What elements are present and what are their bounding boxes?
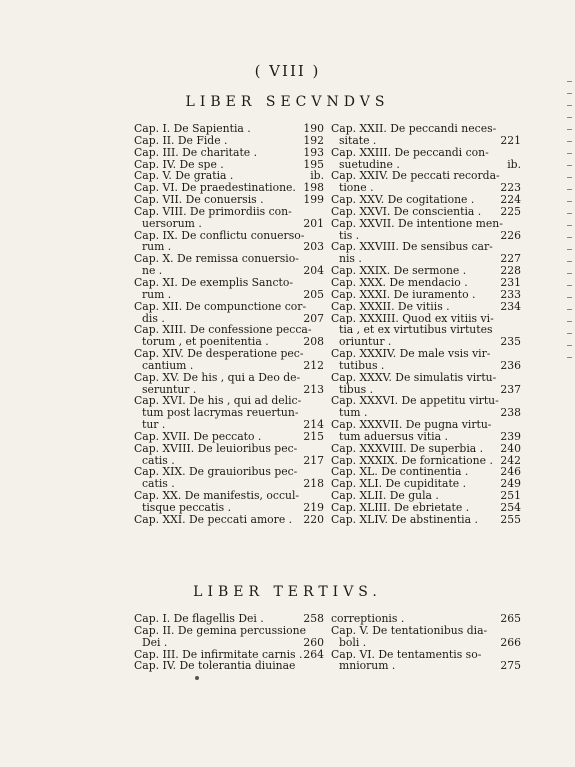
toc-page-number: 228 (500, 264, 521, 278)
toc-page-number: 195 (303, 157, 324, 171)
toc-page-number: 266 (500, 635, 521, 649)
toc-entry (331, 206, 521, 218)
toc-entry-line: cantium . (142, 359, 194, 372)
toc-entry-line: Cap. I. De Sapientia . (134, 123, 251, 135)
toc-entry-line: Cap. XXIX. De sermone . (331, 265, 467, 277)
toc-entry (331, 372, 521, 396)
toc-entry-line: Cap. V. De gratia . (134, 170, 234, 183)
toc-entry-line: Cap. XXXIX. De fornicatione . (331, 454, 493, 467)
toc-entry (134, 253, 324, 277)
toc-entry-line: suetudine . (339, 158, 400, 171)
toc-entry-line: Cap. VIII. De primordiis con- (134, 205, 292, 218)
toc-entry-line: rum . (142, 288, 172, 301)
toc-entry (331, 419, 521, 443)
book2-right-column (331, 123, 521, 526)
toc-page-number: 199 (303, 193, 324, 207)
toc-entry (331, 218, 521, 242)
toc-page-number: 225 (500, 204, 521, 218)
toc-entry-line: catis . (142, 454, 175, 467)
toc-entry (134, 514, 324, 526)
toc-page-number: 223 (500, 181, 521, 195)
toc-page-number: 246 (500, 465, 521, 479)
toc-entry (331, 478, 521, 490)
book2-left-column (134, 123, 324, 526)
toc-entry-line: oriuntur . (339, 336, 392, 349)
toc-entry-line: Cap. III. De infirmitate carnis . (134, 648, 303, 661)
adjacent-page-edge (563, 70, 575, 550)
toc-entry-line: tis . (339, 229, 360, 242)
toc-page-number: 275 (500, 659, 521, 673)
toc-page-number: 236 (500, 358, 521, 372)
toc-page-number: 227 (500, 252, 521, 266)
toc-entry-line: Cap. XXIII. De peccandi con- (331, 146, 489, 159)
toc-page-number: 235 (500, 335, 521, 349)
toc-entry-line: Cap. XX. De manifestis, occul- (134, 490, 300, 502)
toc-page-number: 255 (500, 512, 521, 526)
toc-entry (331, 277, 521, 289)
toc-page-number: 219 (303, 501, 324, 514)
toc-entry (134, 348, 324, 372)
toc-entry-line: Cap. XII. De compunctione cor- (134, 300, 307, 313)
toc-entry-line: tum aduersus vitia . (339, 430, 448, 443)
toc-entry (331, 514, 521, 526)
toc-entry-line: Cap. XLIV. De abstinentia . (331, 513, 478, 526)
toc-entry-line: Cap. XXXIII. Quod ex vitiis vi- (331, 312, 494, 325)
toc-entry-line: Cap. VI. De tentamentis so- (331, 648, 482, 661)
toc-entry-line: Cap. I. De flagellis Dei . (134, 613, 264, 625)
toc-entry (331, 455, 521, 467)
toc-entry (331, 625, 521, 649)
toc-page-number: 201 (303, 216, 324, 230)
toc-entry-line: Cap. X. De remissa conuersio- (134, 253, 299, 266)
toc-entry-line: Cap. XXXII. De vitiis . (331, 300, 450, 313)
toc-entry-line: Cap. XVII. De peccato . (134, 430, 262, 443)
toc-entry-line: Cap. XXII. De peccandi neces- (331, 123, 497, 135)
toc-entry (331, 348, 521, 372)
toc-entry-line: Cap. IX. De conflictu conuerso- (134, 229, 305, 242)
toc-entry-line: Cap. V. De tentationibus dia- (331, 624, 488, 637)
toc-entry-line: Cap. XXXVII. De pugna virtu- (331, 419, 492, 431)
toc-page-number: 258 (303, 612, 324, 625)
toc-entry (134, 490, 324, 514)
toc-page-number: 214 (303, 418, 324, 432)
toc-entry-line: tione . (339, 182, 374, 195)
book3-right-column (331, 613, 521, 672)
toc-page-number: 238 (500, 406, 521, 420)
toc-page-number: 264 (303, 647, 324, 661)
toc-entry-line: mniorum . (339, 660, 396, 673)
toc-entry (134, 147, 324, 159)
toc-entry-line: Cap. III. De charitate . (134, 146, 258, 159)
toc-entry-line: Cap. XXVIII. De sensibus car- (331, 241, 493, 254)
toc-entry-line: Cap. XVIII. De leuioribus pec- (134, 442, 298, 455)
toc-entry-line: seruntur . (142, 383, 197, 396)
toc-entry-line: Cap. IV. De spe . (134, 158, 224, 171)
toc-entry (331, 649, 521, 673)
toc-entry-line: Cap. XIX. De grauioribus pec- (134, 466, 298, 479)
toc-entry (134, 431, 324, 443)
toc-entry-line: Cap. II. De Fide . (134, 134, 228, 147)
toc-entry-line: tutibus . (339, 359, 385, 372)
toc-entry-line: Cap. XXXV. De simulatis virtu- (331, 371, 497, 384)
toc-entry (331, 313, 521, 349)
toc-page-number: 260 (303, 635, 324, 649)
toc-entry-line: tum post lacrymas reuertun- (142, 407, 299, 420)
toc-entry-line: sitate . (339, 134, 377, 147)
toc-entry (134, 123, 324, 135)
toc-entry-line: tisque peccatis . (142, 502, 232, 514)
toc-entry (134, 395, 324, 431)
toc-entry (331, 241, 521, 265)
toc-entry-line: torum , et poenitentia . (142, 336, 269, 349)
toc-entry (134, 182, 324, 194)
toc-page-number: 242 (500, 453, 521, 467)
ink-spot (195, 676, 199, 680)
toc-entry (331, 613, 521, 625)
toc-entry-line: Cap. XXX. De mendacio . (331, 276, 468, 289)
toc-entry-line: Cap. XLI. De cupiditate . (331, 478, 467, 491)
toc-entry-line: catis . (142, 478, 175, 491)
toc-entry-line: Cap. XXXIV. De male vsis vir- (331, 348, 491, 360)
toc-page-number: 198 (303, 181, 324, 195)
toc-entry-line: tur . (142, 419, 166, 431)
toc-page-number: 221 (500, 133, 521, 147)
toc-page-number: 215 (303, 429, 324, 443)
toc-entry-line: nis . (339, 253, 362, 266)
toc-page-number: 204 (303, 264, 324, 278)
toc-entry-line: Dei . (142, 636, 168, 649)
toc-page-number: 237 (500, 382, 521, 396)
toc-entry-line: Cap. XXVII. De intentione men- (331, 217, 503, 230)
toc-page-number: 207 (303, 311, 324, 325)
toc-entry-line: Cap. XXV. De cogitatione . (331, 194, 475, 206)
toc-entry-line: ne . (142, 265, 163, 277)
toc-entry (134, 613, 324, 625)
toc-entry (331, 170, 521, 194)
toc-entry (331, 395, 521, 419)
toc-page-number: 218 (303, 477, 324, 491)
toc-entry-line: Cap. XL. De continentia . (331, 466, 469, 479)
toc-entry (134, 660, 324, 672)
toc-entry-line: Cap. XIV. De desperatione pec- (134, 348, 304, 360)
toc-entry-line: tibus . (339, 383, 374, 396)
toc-entry (331, 443, 521, 455)
toc-entry-line: dis . (142, 312, 165, 325)
toc-entry-line: Cap. VI. De praedestinatione. (134, 182, 296, 195)
toc-entry-line: tia , et ex virtutibus virtutes (339, 324, 493, 337)
toc-entry (331, 301, 521, 313)
toc-entry (134, 443, 324, 467)
toc-page-number: 265 (500, 612, 521, 625)
toc-page-number: ib. (507, 157, 521, 171)
toc-entry (331, 490, 521, 502)
book3-left-column (134, 613, 324, 672)
toc-entry (134, 625, 324, 649)
toc-page-number: 213 (303, 382, 324, 396)
toc-entry-line: Cap. IV. De tolerantia diuinae (134, 660, 296, 673)
toc-entry-line: Cap. XIII. De confessione pecca- (134, 324, 312, 337)
toc-entry (331, 123, 521, 147)
toc-page-number: 190 (303, 122, 324, 135)
toc-entry (134, 170, 324, 182)
toc-page-number: 192 (303, 133, 324, 147)
toc-entry (134, 206, 324, 230)
toc-page-number: 217 (303, 453, 324, 467)
toc-page-number: 249 (500, 477, 521, 491)
toc-entry-line: tum . (339, 407, 368, 420)
toc-entry (134, 277, 324, 301)
toc-page-number: 234 (500, 299, 521, 313)
toc-entry-line: Cap. XXVI. De conscientia . (331, 205, 482, 218)
toc-entry (331, 194, 521, 206)
toc-entry (331, 265, 521, 277)
toc-entry (134, 466, 324, 490)
toc-entry-line: Cap. XXI. De peccati amore . (134, 513, 293, 526)
toc-entry (331, 289, 521, 301)
toc-entry (134, 372, 324, 396)
toc-entry-line: boli . (339, 636, 367, 649)
toc-entry (331, 502, 521, 514)
toc-entry-line: rum . (142, 241, 172, 254)
toc-page-number: 193 (303, 145, 324, 159)
toc-page-number: 208 (303, 335, 324, 349)
toc-page-number: 212 (303, 358, 324, 372)
toc-page-number: 240 (500, 441, 521, 455)
toc-entry (134, 135, 324, 147)
book3-heading: LIBER TERTIVS. (193, 584, 382, 600)
toc-page-number: 254 (500, 501, 521, 514)
toc-entry (134, 301, 324, 325)
book2-heading: LIBER SECVNDVS (185, 94, 390, 110)
toc-entry-line: Cap. II. De gemina percussione (134, 624, 307, 637)
toc-page-number: 239 (500, 429, 521, 443)
toc-page-number: 220 (303, 512, 324, 526)
toc-entry-line: Cap. XXIV. De peccati recorda- (331, 170, 500, 183)
toc-page-number: 251 (500, 489, 521, 503)
toc-entry-line: Cap. XVI. De his , qui ad delic- (134, 395, 302, 408)
toc-page-number: 233 (500, 287, 521, 301)
toc-entry (134, 649, 324, 661)
toc-entry (331, 147, 521, 171)
toc-entry-line: Cap. XXXVIII. De superbia . (331, 442, 484, 455)
toc-page-number: 224 (500, 193, 521, 207)
toc-entry (134, 324, 324, 348)
toc-entry-line: Cap. XXXVI. De appetitu virtu- (331, 395, 499, 408)
toc-page-number: 231 (500, 275, 521, 289)
toc-entry-line: Cap. XV. De his , qui a Deo de- (134, 371, 301, 384)
toc-page-number: 226 (500, 228, 521, 242)
toc-entry-line: Cap. XXXI. De iuramento . (331, 288, 476, 301)
toc-page-number: 203 (303, 240, 324, 254)
toc-entry-line: uersorum . (142, 217, 202, 230)
toc-entry (134, 159, 324, 171)
toc-entry (134, 230, 324, 254)
toc-entry-line: Cap. XLII. De gula . (331, 490, 439, 502)
toc-page-number: ib. (310, 169, 324, 183)
toc-page-number: 205 (303, 287, 324, 301)
toc-entry-line: Cap. VII. De conuersis . (134, 194, 264, 206)
toc-entry (134, 194, 324, 206)
toc-entry-line: Cap. XLIII. De ebrietate . (331, 502, 470, 514)
toc-entry-line: correptionis . (331, 613, 405, 625)
toc-entry (331, 466, 521, 478)
page-number: ( VIII ) (254, 62, 321, 80)
toc-entry-line: Cap. XI. De exemplis Sancto- (134, 276, 293, 289)
